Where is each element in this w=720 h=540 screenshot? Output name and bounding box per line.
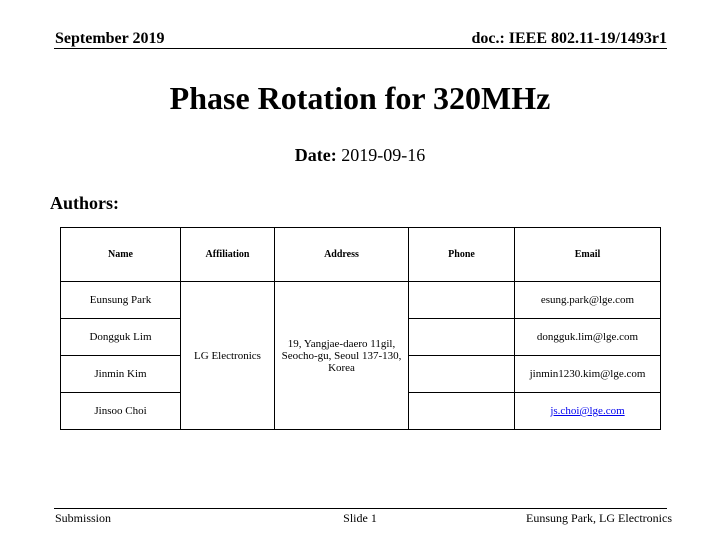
- header-doc-id: doc.: IEEE 802.11-19/1493r1: [471, 30, 667, 47]
- date-label: Date:: [294, 145, 337, 165]
- footer-slide-number: Slide 1: [343, 511, 377, 525]
- author-name: Jinsoo Choi: [61, 393, 181, 430]
- author-phone: [409, 319, 515, 356]
- authors-table: [60, 227, 661, 430]
- author-email: jinmin1230.kim@lge.com: [515, 356, 661, 393]
- column-header-affiliation: Affiliation: [181, 228, 275, 282]
- author-affiliation: LG Electronics: [181, 282, 275, 430]
- table-row: [61, 282, 661, 319]
- table-header-row: [61, 228, 661, 282]
- slide-title: Phase Rotation for 320MHz: [169, 80, 551, 116]
- author-phone: [409, 282, 515, 319]
- date-value: 2019-09-16: [341, 145, 426, 165]
- column-header-address: Address: [275, 228, 409, 282]
- author-name: Dongguk Lim: [61, 319, 181, 356]
- date-line: [0, 145, 720, 166]
- author-phone: [409, 356, 515, 393]
- footer-submission: Submission: [55, 511, 112, 525]
- header-divider: [54, 48, 667, 49]
- author-email-link[interactable]: js.choi@lge.com: [550, 405, 625, 417]
- header-date: September 2019: [55, 30, 165, 47]
- column-header-name: Name: [61, 228, 181, 282]
- footer-divider: [54, 508, 667, 509]
- author-phone: [409, 393, 515, 430]
- column-header-phone: Phone: [409, 228, 515, 282]
- footer-author: Eunsung Park, LG Electronics: [526, 511, 672, 525]
- author-address: 19, Yangjae-daero 11gil, Seocho-gu, Seoul 137-130, Korea: [275, 282, 409, 430]
- author-name: Jinmin Kim: [61, 356, 181, 393]
- author-email: dongguk.lim@lge.com: [515, 319, 661, 356]
- author-email: esung.park@lge.com: [515, 282, 661, 319]
- column-header-email: Email: [515, 228, 661, 282]
- author-name: Eunsung Park: [61, 282, 181, 319]
- author-email-cell: [515, 393, 661, 430]
- authors-heading: Authors:: [50, 193, 120, 213]
